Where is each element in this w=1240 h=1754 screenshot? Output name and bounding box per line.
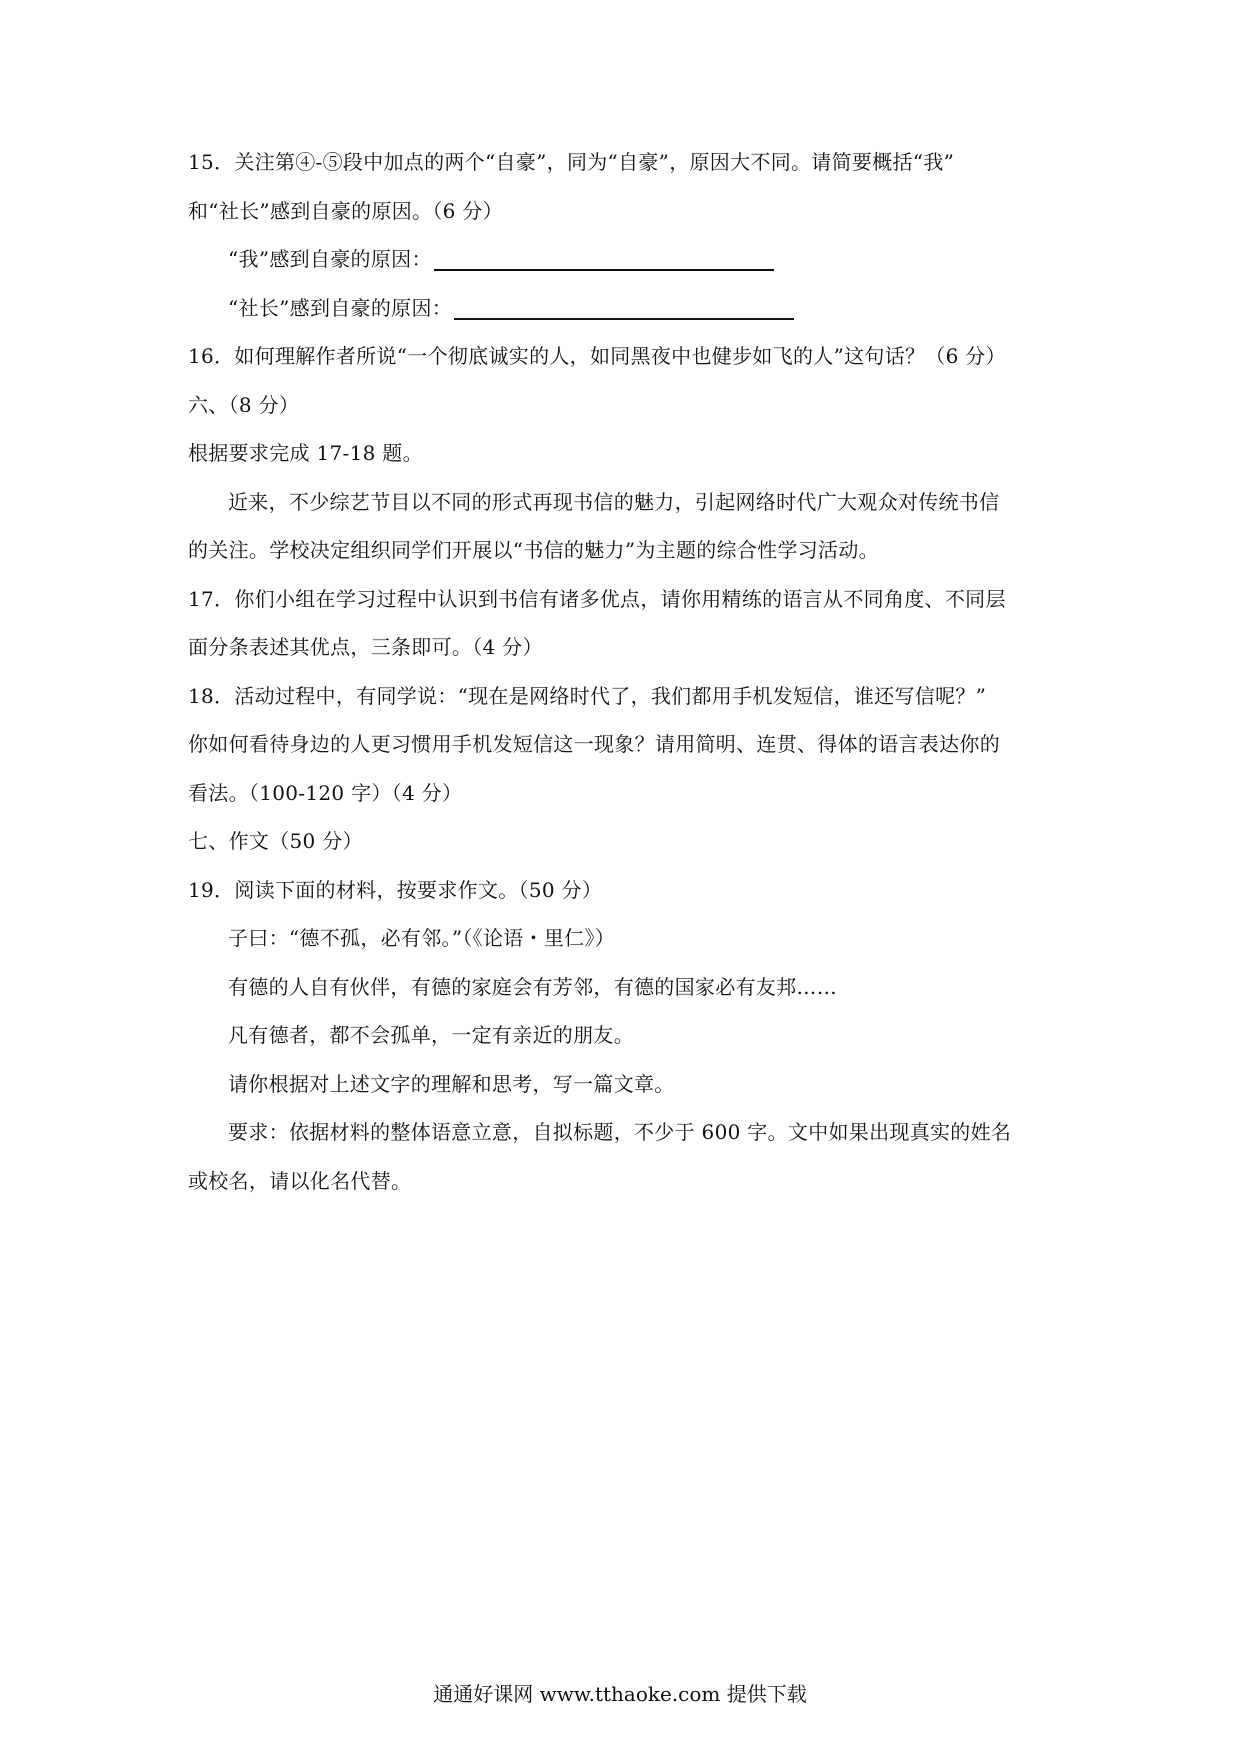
section-6-heading: 六、（8 分） bbox=[188, 392, 300, 417]
question-19-para-3: 请你根据对上述文字的理解和思考，写一篇文章。 bbox=[228, 1071, 675, 1096]
question-19-para-2: 凡有德者，都不会孤单，一定有亲近的朋友。 bbox=[228, 1023, 634, 1047]
question-15-line-1: 15．关注第④-⑤段中加点的两个“自豪”，同为“自豪”，原因大不同。请简要概括“我” bbox=[188, 150, 955, 174]
question-19-line-1: 19．阅读下面的材料，按要求作文。（50 分） bbox=[188, 877, 603, 902]
question-17-line-2: 面分条表述其优点，三条即可。（4 分） bbox=[188, 635, 543, 659]
question-19-requirement-line-1: 要求：依据材料的整体语意立意，自拟标题，不少于 600 字。文中如果出现真实的姓名 bbox=[228, 1120, 1012, 1144]
section-7-heading: 七、作文（50 分） bbox=[188, 829, 363, 853]
question-15-line-2: 和“社长”感到自豪的原因。（6 分） bbox=[188, 198, 503, 223]
page-footer: 通通好课网 www.tthaoke.com 提供下载 bbox=[433, 1682, 807, 1706]
exam-page bbox=[188, 150, 1068, 1217]
answer-blank-me bbox=[188, 247, 1068, 271]
question-18-line-2: 你如何看待身边的人更习惯用手机发短信这一现象？请用简明、连贯、得体的语言表达你的 bbox=[188, 732, 1000, 756]
answer-blank-president bbox=[188, 296, 1068, 320]
section-6-intro-line-2: 的关注。学校决定组织同学们开展以“书信的魅力”为主题的综合性学习活动。 bbox=[188, 538, 879, 562]
question-19-quote: 子曰：“德不孤，必有邻。”（《论语・里仁》） bbox=[228, 926, 616, 950]
question-19-requirement-line-2: 或校名，请以化名代替。 bbox=[188, 1168, 412, 1193]
answer-blank-me-label: “我”感到自豪的原因： bbox=[228, 247, 432, 271]
section-6-instruction: 根据要求完成 17-18 题。 bbox=[188, 441, 423, 465]
question-17-line-1: 17．你们小组在学习过程中认识到书信有诸多优点，请你用精练的语言从不同角度、不同层 bbox=[188, 586, 1006, 611]
answer-underline-president[interactable] bbox=[454, 298, 794, 320]
question-19-para-1: 有德的人自有伙伴，有德的家庭会有芳邻，有德的国家必有友邦…… bbox=[228, 974, 837, 999]
question-16-line-1: 16．如何理解作者所说“一个彻底诚实的人，如同黑夜中也健步如飞的人”这句话？（6 分） bbox=[188, 344, 1006, 368]
question-18-line-3: 看法。（100-120 字）（4 分） bbox=[188, 780, 463, 805]
answer-blank-president-label: “社长”感到自豪的原因： bbox=[228, 295, 453, 320]
answer-underline-me[interactable] bbox=[434, 249, 774, 271]
section-6-intro-line-1: 近来，不少综艺节目以不同的形式再现书信的魅力，引起网络时代广大观众对传统书信 bbox=[228, 489, 1000, 514]
question-18-line-1: 18．活动过程中，有同学说：“现在是网络时代了，我们都用手机发短信，谁还写信呢？” bbox=[188, 683, 987, 708]
